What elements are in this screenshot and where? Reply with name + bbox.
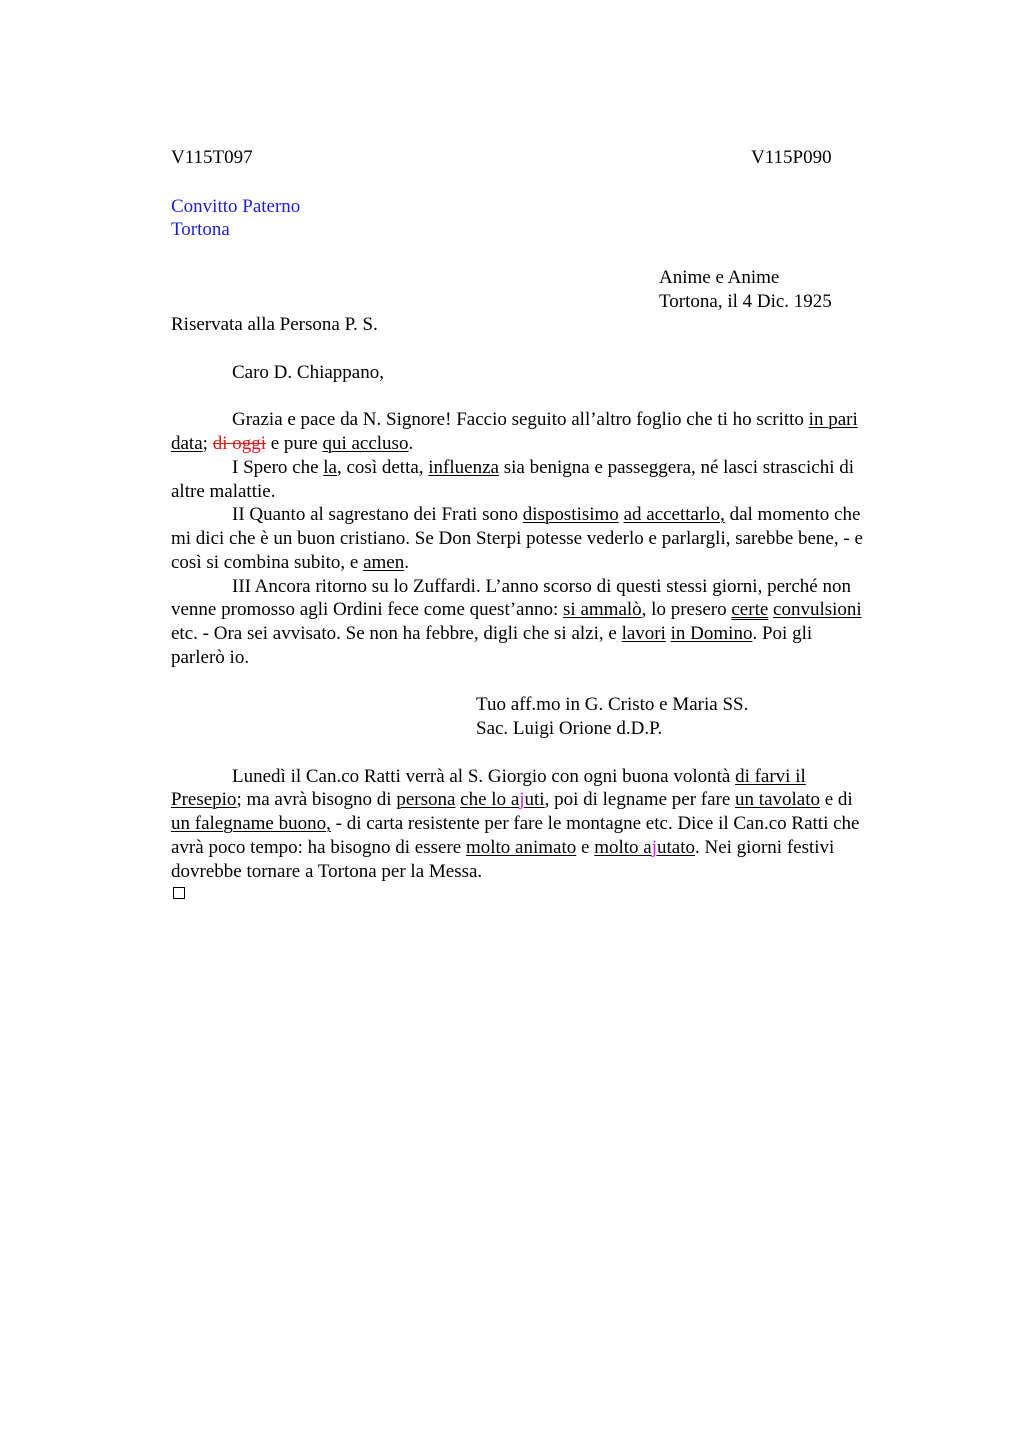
underlined-text: lavori [621,623,666,644]
text-run: e pure [266,433,323,454]
underlined-text: di farvi il [735,766,806,787]
postscript-line-3 [171,812,859,836]
text-run: e di [820,789,853,810]
postscript-line-5: dovrebbe tornare a Tortona per la Messa. [171,861,483,882]
text-run: . [408,433,414,454]
underlined-text: in Domino [670,623,753,644]
underlined-text: molto a [594,837,652,858]
struck-text: di oggi [212,433,266,454]
underlined-text: un tavolato [735,789,820,810]
text-run: , poi di legname per fare [544,789,736,810]
text-run: . Nei giorni festivi [695,837,835,858]
closing-line-1: Tuo aff.mo in G. Cristo e Maria SS. [476,694,749,715]
text-run: , così detta, [337,457,429,478]
text-run: avrà poco tempo: ha bisogno di essere [171,837,466,858]
underlined-text: utato [657,837,695,858]
text-run: ; [202,433,213,454]
motto: Anime e Anime [659,267,780,288]
paragraph-4-line-1: III Ancora ritorno su lo Zuffardi. L’anno scorso di questi stessi giorni, perché non [232,576,851,597]
underlined-text: uti [524,789,545,810]
highlighted-letter: j [519,789,525,810]
underlined-text: che lo a [460,789,520,810]
underlined-text: in pari [808,409,858,430]
text-run: Lunedì il Can.co Ratti verrà al S. Giorgio con ogni buona volontà [232,766,736,787]
text-run: ; ma avrà bisogno di [236,789,397,810]
paragraph-3-line-2: mi dici che è un buon cristiano. Se Don Sterpi potesse vederlo e parlargli, sarebbe bene, - e [171,528,863,549]
end-marker-square-icon [173,887,185,899]
underlined-text: Presepio [171,789,237,810]
underlined-text: si ammalò [563,599,642,620]
salutation: Caro D. Chiappano, [232,362,384,383]
text-run: venne promosso agli Ordini fece come quest’anno: [171,599,564,620]
text-run: . Poi gli [752,623,813,644]
underlined-text: amen [363,552,405,573]
underlined-text: influenza [428,457,499,478]
paragraph-4-line-4: parlerò io. [171,647,250,668]
underlined-text: la [323,457,337,478]
document-code-left: V115T097 [171,147,253,168]
document-code-right: V115P090 [751,147,832,168]
underlined-text: dispostisimo [522,504,619,525]
text-run: II Quanto al sagrestano dei Frati sono [232,504,523,525]
highlighted-letter: j [651,837,657,858]
paragraph-3-line-1 [232,503,860,527]
paragraph-3-line-3 [171,551,409,575]
postscript-line-2 [171,788,853,812]
signature-line: Sac. Luigi Orione d.D.P. [476,718,663,739]
text-run: dal momento che [724,504,861,525]
postscript-line-1 [232,765,806,789]
underlined-text: qui accluso [322,433,409,454]
text-run: Grazia e pace da N. Signore! Faccio seguito all’altro foglio che ti ho scritto [232,409,809,430]
underlined-text: persona [396,789,456,810]
text-run: così si combina subito, e [171,552,364,573]
paragraph-4-line-3 [171,622,812,646]
paragraph-4-line-2 [171,598,862,622]
text-run: sia benigna e passeggera, né lasci strascichi di [498,457,855,478]
letterhead-line-2: Tortona [171,219,230,240]
underlined-text: convulsioni [773,599,862,620]
text-run: - di carta resistente per fare le montagne etc. Dice il Can.co Ratti che [330,813,860,834]
text-run: I Spero che [232,457,324,478]
reserved-note: Riservata alla Persona P. S. [171,314,378,335]
date-line: Tortona, il 4 Dic. 1925 [659,291,832,312]
paragraph-2-line-1 [232,456,854,480]
letterhead-line-1: Convitto Paterno [171,196,301,217]
underlined-text: molto animato [465,837,577,858]
text-run: e [576,837,595,858]
underlined-text: un falegname buono, [171,813,331,834]
text-run: . [404,552,409,573]
paragraph-2-line-2: altre malattie. [171,481,276,502]
underlined-text: ad accettarlo, [623,504,725,525]
postscript-line-4 [171,836,834,860]
double-underlined-text: certe [731,599,769,620]
text-run: , lo presero [641,599,732,620]
underlined-text: data [171,433,203,454]
paragraph-1-line-2 [171,432,413,456]
text-run: etc. - Ora sei avvisato. Se non ha febbre, digli che si alzi, e [171,623,622,644]
paragraph-1-line-1 [232,408,858,432]
